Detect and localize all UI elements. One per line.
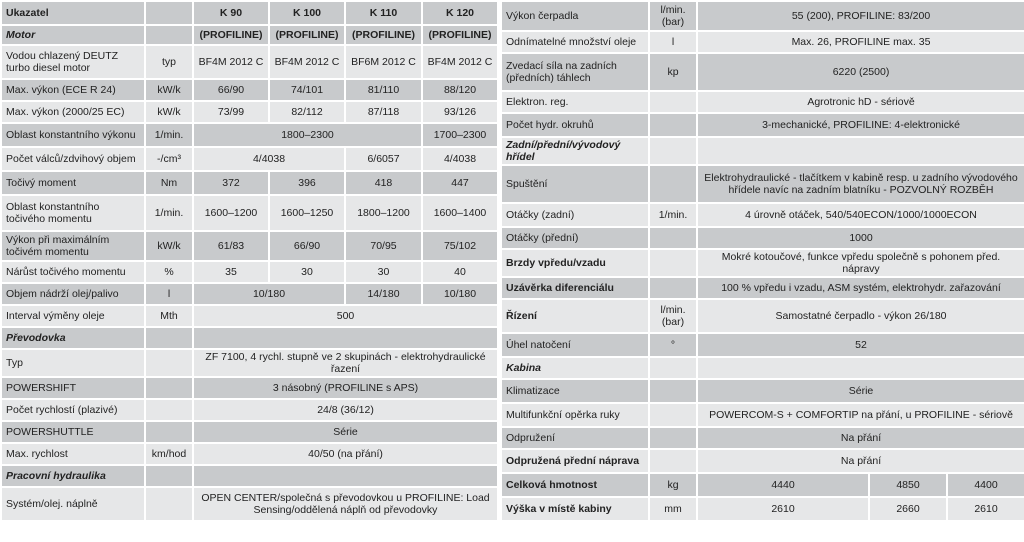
row-label: Vodou chlazený DEUTZ turbo diesel motor [1, 45, 145, 79]
profiline-label: (PROFILINE) [193, 25, 269, 45]
row-unit: km/hod [145, 443, 193, 465]
cell-value: 40/50 (na přání) [193, 443, 498, 465]
row-label: Oblast konstantního točivého momentu [1, 195, 145, 231]
row-label: Počet hydr. okruhů [501, 113, 649, 137]
cell-value: 4/4038 [193, 147, 345, 171]
cell-value: 81/110 [345, 79, 422, 101]
row-label: Uzávěrka diferenciálu [501, 277, 649, 299]
cell-value: 88/120 [422, 79, 498, 101]
cell-value: 30 [345, 261, 422, 283]
row-unit [649, 227, 697, 249]
row-unit [145, 399, 193, 421]
model-header: K 100 [269, 1, 345, 25]
cell-value: Na přání [697, 449, 1024, 473]
cell-value: 30 [269, 261, 345, 283]
row-label: Spuštění [501, 165, 649, 203]
row-label: Odnímatelné množství oleje [501, 31, 649, 53]
row-label: Otáčky (zadní) [501, 203, 649, 227]
row-label: Interval výměny oleje [1, 305, 145, 327]
row-unit [649, 379, 697, 403]
row-unit: l [649, 31, 697, 53]
cell-value: Samostatné čerpadlo - výkon 26/180 [697, 299, 1024, 333]
cell-value: 1800–2300 [193, 123, 422, 147]
row-unit: l/min. (bar) [649, 299, 697, 333]
cell-value: 40 [422, 261, 498, 283]
cell-value: 4850 [869, 473, 947, 497]
cell-value: 2660 [869, 497, 947, 521]
row-label: Zvedací síla na zadních (předních) táhlech [501, 53, 649, 91]
row-label: Točivý moment [1, 171, 145, 195]
row-label: Nárůst točivého momentu [1, 261, 145, 283]
row-label: Brzdy vpředu/vzadu [501, 249, 649, 277]
cell-value: 1000 [697, 227, 1024, 249]
row-unit: 1/min. [649, 203, 697, 227]
cell-value: OPEN CENTER/společná s převodovkou u PROFILINE: Load Sensing/oddělená náplň od převodovky [193, 487, 498, 521]
row-label: Celková hmotnost [501, 473, 649, 497]
cell-value: 4400 [947, 473, 1024, 497]
row-label: Max. výkon (ECE R 24) [1, 79, 145, 101]
row-unit: 1/min. [145, 123, 193, 147]
cell-value: 1800–1200 [345, 195, 422, 231]
row-unit: kg [649, 473, 697, 497]
cell-value: 87/118 [345, 101, 422, 123]
cell-value: 14/180 [345, 283, 422, 305]
cell-value: 82/112 [269, 101, 345, 123]
row-unit: l/min. (bar) [649, 1, 697, 31]
cell-value: Mokré kotoučové, funkce vpředu společně s pohonem před. nápravy [697, 249, 1024, 277]
row-label: Počet válců/zdvihový objem [1, 147, 145, 171]
spec-table-left [0, 0, 499, 522]
profiline-label: (PROFILINE) [422, 25, 498, 45]
cell-value: 3-mechanické, PROFILINE: 4-elektronické [697, 113, 1024, 137]
row-unit: mm [649, 497, 697, 521]
section-kabina: Kabina [501, 357, 649, 379]
cell-value: 10/180 [422, 283, 498, 305]
cell-value: 396 [269, 171, 345, 195]
cell-value: 52 [697, 333, 1024, 357]
row-unit [145, 487, 193, 521]
row-unit: % [145, 261, 193, 283]
cell-value: 24/8 (36/12) [193, 399, 498, 421]
row-unit: 1/min. [145, 195, 193, 231]
section-prevodovka: Převodovka [1, 327, 145, 349]
model-header: K 120 [422, 1, 498, 25]
cell-value: 55 (200), PROFILINE: 83/200 [697, 1, 1024, 31]
row-label: POWERSHUTTLE [1, 421, 145, 443]
row-unit: Mth [145, 305, 193, 327]
row-label: Klimatizace [501, 379, 649, 403]
cell-value: Na přání [697, 427, 1024, 449]
row-unit [145, 421, 193, 443]
row-label: Výkon při maximálním točivém momentu [1, 231, 145, 261]
row-unit [649, 91, 697, 113]
row-label: POWERSHIFT [1, 377, 145, 399]
cell-value: 74/101 [269, 79, 345, 101]
row-label: Systém/olej. náplně [1, 487, 145, 521]
cell-value: 70/95 [345, 231, 422, 261]
cell-value: BF4M 2012 C [193, 45, 269, 79]
cell-value: BF4M 2012 C [422, 45, 498, 79]
row-unit: -/cm³ [145, 147, 193, 171]
cell-value: 4/4038 [422, 147, 498, 171]
row-label: Úhel natočení [501, 333, 649, 357]
model-header: K 110 [345, 1, 422, 25]
header-label: Ukazatel [1, 1, 145, 25]
row-label: Otáčky (přední) [501, 227, 649, 249]
row-label: Výška v místě kabiny [501, 497, 649, 521]
row-label: Elektron. reg. [501, 91, 649, 113]
cell-value: 3 násobný (PROFILINE s APS) [193, 377, 498, 399]
cell-value: 1600–1250 [269, 195, 345, 231]
row-label: Max. rychlost [1, 443, 145, 465]
row-unit [649, 427, 697, 449]
row-unit: ° [649, 333, 697, 357]
section-motor: Motor [1, 25, 145, 45]
section-hridel: Zadní/přední/vývodový hřídel [501, 137, 649, 165]
cell-value: 1600–1400 [422, 195, 498, 231]
row-unit: l [145, 283, 193, 305]
row-unit [649, 165, 697, 203]
cell-value: 4440 [697, 473, 869, 497]
row-label: Počet rychlostí (plazivé) [1, 399, 145, 421]
cell-value: BF6M 2012 C [345, 45, 422, 79]
row-label: Odpružená přední náprava [501, 449, 649, 473]
cell-value: 75/102 [422, 231, 498, 261]
row-unit: typ [145, 45, 193, 79]
cell-value: 4 úrovně otáček, 540/540ECON/1000/1000ECON [697, 203, 1024, 227]
cell-value: POWERCOM-S + COMFORTIP na přání, u PROFILINE - sériově [697, 403, 1024, 427]
row-label: Řízení [501, 299, 649, 333]
cell-value: 372 [193, 171, 269, 195]
profiline-label: (PROFILINE) [345, 25, 422, 45]
row-unit: kW/k [145, 79, 193, 101]
row-label: Typ [1, 349, 145, 377]
row-unit [145, 349, 193, 377]
row-unit: kW/k [145, 101, 193, 123]
spec-table-right [500, 0, 1024, 522]
model-header: K 90 [193, 1, 269, 25]
cell-value: 2610 [947, 497, 1024, 521]
row-label: Odpružení [501, 427, 649, 449]
cell-value: 73/99 [193, 101, 269, 123]
cell-value: 10/180 [193, 283, 345, 305]
row-unit: Nm [145, 171, 193, 195]
cell-value: Série [697, 379, 1024, 403]
cell-value: Elektrohydraulické - tlačítkem v kabině resp. u zadního vývodového hřídele navíc na zadním blatníku - POZVOLNÝ ROZBĚH [697, 165, 1024, 203]
cell-value: 500 [193, 305, 498, 327]
row-label: Výkon čerpadla [501, 1, 649, 31]
row-unit [649, 113, 697, 137]
cell-value: Série [193, 421, 498, 443]
row-label: Multifunkční opěrka ruky [501, 403, 649, 427]
profiline-label: (PROFILINE) [269, 25, 345, 45]
cell-value: 1600–1200 [193, 195, 269, 231]
cell-value: 418 [345, 171, 422, 195]
cell-value: 447 [422, 171, 498, 195]
cell-value: 35 [193, 261, 269, 283]
cell-value: 66/90 [269, 231, 345, 261]
cell-value: BF4M 2012 C [269, 45, 345, 79]
row-unit: kW/k [145, 231, 193, 261]
cell-value: Agrotronic hD - sériově [697, 91, 1024, 113]
cell-value: ZF 7100, 4 rychl. stupně ve 2 skupinách - elektrohydraulické řazení [193, 349, 498, 377]
row-label: Max. výkon (2000/25 EC) [1, 101, 145, 123]
row-unit [649, 403, 697, 427]
row-label: Objem nádrží olej/palivo [1, 283, 145, 305]
row-label: Oblast konstantního výkonu [1, 123, 145, 147]
cell-value: 1700–2300 [422, 123, 498, 147]
row-unit: kp [649, 53, 697, 91]
cell-value: 100 % vpředu i vzadu, ASM systém, elektrohydr. zařazování [697, 277, 1024, 299]
cell-value: Max. 26, PROFILINE max. 35 [697, 31, 1024, 53]
cell-value: 2610 [697, 497, 869, 521]
cell-value: 93/126 [422, 101, 498, 123]
section-hydraulika: Pracovní hydraulika [1, 465, 145, 487]
row-unit [145, 377, 193, 399]
cell-value: 61/83 [193, 231, 269, 261]
cell-value: 66/90 [193, 79, 269, 101]
cell-value: 6220 (2500) [697, 53, 1024, 91]
cell-value: 6/6057 [345, 147, 422, 171]
